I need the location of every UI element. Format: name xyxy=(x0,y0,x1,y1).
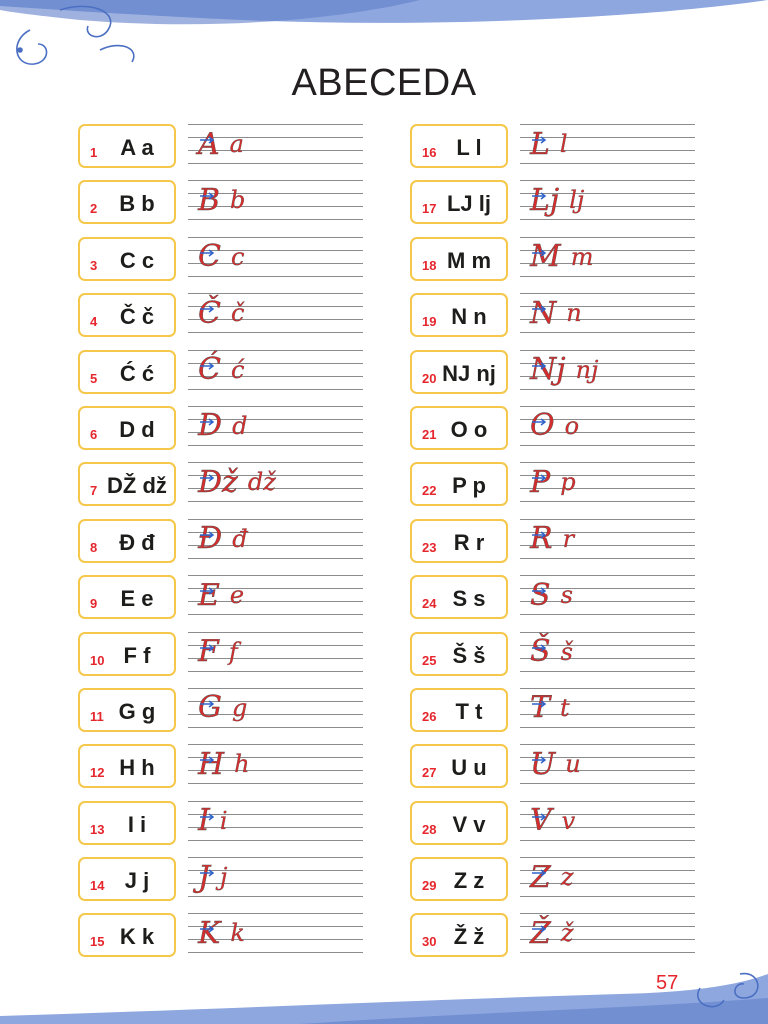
letter-box xyxy=(410,575,508,619)
letter-box xyxy=(78,632,176,676)
cursive-capital: Ž xyxy=(530,915,551,951)
letter-number: 26 xyxy=(422,708,437,724)
stroke-direction-arrow-icon xyxy=(530,634,550,654)
letter-pair: F f xyxy=(123,642,151,668)
cursive-capital: A xyxy=(198,126,220,162)
letter-box xyxy=(78,180,176,224)
cursive-lowercase: u xyxy=(565,750,581,779)
cursive-letters xyxy=(198,799,358,843)
cursive-capital: Đ xyxy=(198,521,223,557)
cursive-lowercase: z xyxy=(560,863,574,892)
letter-box xyxy=(410,857,508,901)
cursive-capital: U xyxy=(530,746,556,782)
letter-box xyxy=(410,180,508,224)
page-number: 57 xyxy=(656,972,679,994)
letter-box xyxy=(410,913,508,957)
letter-pair: Ž ž xyxy=(453,924,485,950)
cursive-letters xyxy=(530,799,690,843)
cursive-capital: T xyxy=(530,690,551,726)
stroke-direction-arrow-icon xyxy=(530,859,550,879)
cursive-letters xyxy=(198,291,358,335)
cursive-lowercase: dž xyxy=(247,468,276,497)
cursive-capital: K xyxy=(198,915,221,951)
letter-pair: C c xyxy=(119,247,155,273)
cursive-letters xyxy=(198,348,358,392)
cursive-letters xyxy=(198,630,358,674)
stroke-direction-arrow-icon xyxy=(530,464,550,484)
stroke-direction-arrow-icon xyxy=(198,352,218,372)
stroke-direction-arrow-icon xyxy=(530,295,550,315)
cursive-lowercase: j xyxy=(220,863,228,892)
letter-number: 24 xyxy=(422,596,437,612)
cursive-lowercase: s xyxy=(560,581,573,610)
letter-number: 9 xyxy=(90,596,98,612)
cursive-letters xyxy=(530,686,690,730)
cursive-capital: E xyxy=(198,577,220,613)
cursive-letters xyxy=(530,630,690,674)
cursive-capital: Ć xyxy=(198,352,221,388)
stroke-direction-arrow-icon xyxy=(198,182,218,202)
cursive-capital: R xyxy=(530,521,553,557)
letter-pair: E e xyxy=(120,586,154,612)
cursive-letters xyxy=(530,517,690,561)
letter-box xyxy=(78,801,176,845)
letter-pair: G g xyxy=(118,698,156,724)
cursive-lowercase: d xyxy=(232,411,248,440)
letter-number: 17 xyxy=(422,201,437,217)
letter-pair: T t xyxy=(455,698,483,724)
cursive-letters xyxy=(530,911,690,955)
cursive-capital: J xyxy=(198,859,211,895)
letter-pair: L l xyxy=(456,135,482,160)
cursive-letters xyxy=(530,348,690,392)
cursive-lowercase: g xyxy=(231,693,248,722)
letter-number: 28 xyxy=(422,821,437,837)
letter-box xyxy=(78,688,176,732)
cursive-lowercase: o xyxy=(564,411,580,440)
cursive-letters xyxy=(530,235,690,279)
cursive-capital: S xyxy=(530,577,551,613)
stroke-direction-arrow-icon xyxy=(198,746,218,766)
letter-box xyxy=(410,462,508,506)
letter-box xyxy=(410,744,508,788)
cursive-lowercase: č xyxy=(230,299,245,328)
cursive-lowercase: t xyxy=(560,693,570,722)
letter-pair: V v xyxy=(452,811,486,837)
cursive-lowercase: n xyxy=(566,299,582,328)
cursive-lowercase: m xyxy=(570,242,594,271)
letter-pair: M m xyxy=(447,247,491,273)
cursive-capital: N xyxy=(530,295,557,331)
cursive-capital: P xyxy=(530,464,551,500)
letter-pair: P p xyxy=(452,473,486,499)
cursive-capital: Č xyxy=(198,295,221,331)
cursive-letters xyxy=(198,517,358,561)
cursive-letters xyxy=(198,855,358,899)
cursive-lowercase: f xyxy=(228,637,238,666)
stroke-direction-arrow-icon xyxy=(530,577,550,597)
letter-box xyxy=(78,857,176,901)
letter-box xyxy=(78,575,176,619)
stroke-direction-arrow-icon xyxy=(198,521,218,541)
letter-pair: R r xyxy=(453,529,485,555)
stroke-direction-arrow-icon xyxy=(198,690,218,710)
cursive-letters xyxy=(198,573,358,617)
cursive-lowercase: š xyxy=(560,637,573,666)
stroke-direction-arrow-icon xyxy=(198,239,218,259)
letter-box xyxy=(78,913,176,957)
stroke-direction-arrow-icon xyxy=(198,577,218,597)
stroke-direction-arrow-icon xyxy=(198,464,218,484)
letter-number: 21 xyxy=(422,426,437,442)
cursive-lowercase: l xyxy=(559,130,568,158)
letter-number: 11 xyxy=(90,708,104,724)
letter-pair: S s xyxy=(452,586,486,612)
letter-box xyxy=(78,519,176,563)
letter-number: 19 xyxy=(422,314,437,330)
letter-number: 7 xyxy=(90,483,98,499)
letter-pair: U u xyxy=(451,755,487,781)
cursive-capital: C xyxy=(198,239,221,275)
cursive-capital: Z xyxy=(530,859,551,895)
cursive-lowercase: c xyxy=(230,242,245,271)
stroke-direction-arrow-icon xyxy=(530,182,550,202)
letter-pair: N n xyxy=(451,304,487,330)
stroke-direction-arrow-icon xyxy=(198,859,218,879)
letter-pair: J j xyxy=(124,868,150,894)
letter-box xyxy=(410,632,508,676)
cursive-lowercase: nj xyxy=(575,355,599,384)
letter-number: 2 xyxy=(90,201,98,217)
letter-number: 6 xyxy=(90,426,98,442)
cursive-capital: V xyxy=(530,803,552,839)
cursive-letters xyxy=(530,573,690,617)
cursive-lowercase: v xyxy=(561,806,576,835)
cursive-letters xyxy=(198,742,358,786)
page-title: ABECEDA xyxy=(291,62,477,104)
letter-number: 23 xyxy=(422,539,437,555)
cursive-letters xyxy=(198,686,358,730)
letter-pair: H h xyxy=(119,755,155,781)
letter-number: 13 xyxy=(90,821,105,837)
letter-pair: D d xyxy=(119,416,155,442)
cursive-letters xyxy=(530,404,690,448)
stroke-direction-arrow-icon xyxy=(198,295,218,315)
letter-box xyxy=(410,519,508,563)
letter-pair: K k xyxy=(119,924,155,950)
letter-number: 22 xyxy=(422,483,437,499)
bottom-decorative-band xyxy=(0,964,768,1024)
letter-pair: Č č xyxy=(119,304,155,330)
cursive-capital: L xyxy=(530,126,550,162)
stroke-direction-arrow-icon xyxy=(530,803,550,823)
cursive-lowercase: p xyxy=(560,468,576,497)
letter-number: 3 xyxy=(90,257,98,273)
cursive-letters xyxy=(198,235,358,279)
letter-box xyxy=(410,406,508,450)
letter-number: 29 xyxy=(422,878,437,894)
letter-number: 12 xyxy=(90,765,105,781)
cursive-letters xyxy=(530,460,690,504)
cursive-capital: Lj xyxy=(530,182,560,218)
letter-number: 25 xyxy=(422,652,437,668)
letter-box xyxy=(410,293,508,337)
stroke-direction-arrow-icon xyxy=(530,352,550,372)
top-decorative-band xyxy=(0,0,768,70)
letter-number: 8 xyxy=(90,539,98,555)
cursive-letters xyxy=(530,122,690,166)
stroke-direction-arrow-icon xyxy=(530,915,550,935)
letter-box xyxy=(78,237,176,281)
letter-box xyxy=(410,801,508,845)
letter-box xyxy=(410,688,508,732)
letter-number: 20 xyxy=(422,370,437,386)
cursive-letters xyxy=(198,178,358,222)
cursive-capital: I xyxy=(198,803,210,839)
stroke-direction-arrow-icon xyxy=(530,521,550,541)
stroke-direction-arrow-icon xyxy=(530,746,550,766)
letter-number: 15 xyxy=(90,934,105,950)
letter-box xyxy=(78,293,176,337)
stroke-direction-arrow-icon xyxy=(198,408,218,428)
letter-box xyxy=(410,350,508,394)
letter-pair: I i xyxy=(127,811,147,837)
cursive-letters xyxy=(198,404,358,448)
cursive-capital: Dž xyxy=(198,464,238,500)
cursive-capital: D xyxy=(198,408,223,444)
cursive-capital: F xyxy=(198,634,219,670)
stroke-direction-arrow-icon xyxy=(530,126,550,146)
cursive-capital: Nj xyxy=(530,352,566,388)
cursive-letters xyxy=(198,911,358,955)
cursive-capital: O xyxy=(530,408,555,444)
letter-pair: NJ nj xyxy=(442,360,496,386)
cursive-capital: M xyxy=(530,239,561,275)
letter-box xyxy=(78,744,176,788)
letter-pair: Ć ć xyxy=(119,360,155,386)
cursive-lowercase: e xyxy=(229,581,245,610)
letter-box xyxy=(78,350,176,394)
cursive-letters xyxy=(530,855,690,899)
cursive-lowercase: đ xyxy=(232,524,248,553)
stroke-direction-arrow-icon xyxy=(198,803,218,823)
cursive-lowercase: i xyxy=(219,806,228,835)
cursive-lowercase: r xyxy=(562,524,575,553)
cursive-lowercase: a xyxy=(229,130,244,158)
letter-number: 5 xyxy=(90,370,98,386)
cursive-capital: H xyxy=(198,746,225,782)
cursive-capital: B xyxy=(198,182,221,218)
cursive-capital: Š xyxy=(530,634,551,670)
cursive-lowercase: ć xyxy=(230,355,245,384)
stroke-direction-arrow-icon xyxy=(198,915,218,935)
letter-number: 27 xyxy=(422,765,437,781)
stroke-direction-arrow-icon xyxy=(530,690,550,710)
stroke-direction-arrow-icon xyxy=(530,239,550,259)
cursive-letters xyxy=(530,291,690,335)
letter-pair: Đ đ xyxy=(119,529,155,555)
cursive-letters xyxy=(530,178,690,222)
letter-number: 1 xyxy=(90,145,98,160)
cursive-lowercase: lj xyxy=(569,186,585,215)
letter-box xyxy=(78,462,176,506)
cursive-lowercase: b xyxy=(230,186,246,215)
stroke-direction-arrow-icon xyxy=(198,634,218,654)
letter-box xyxy=(78,124,176,168)
letter-pair: DŽ dž xyxy=(107,473,167,499)
cursive-capital: G xyxy=(198,690,222,726)
cursive-lowercase: ž xyxy=(560,919,574,948)
letter-pair: O o xyxy=(450,416,488,442)
cursive-lowercase: h xyxy=(234,750,250,779)
letter-number: 10 xyxy=(90,652,105,668)
letter-number: 14 xyxy=(90,878,105,894)
letter-box xyxy=(78,406,176,450)
cursive-letters xyxy=(530,742,690,786)
letter-box xyxy=(410,237,508,281)
letter-pair: Š š xyxy=(452,642,486,668)
letter-pair: A a xyxy=(120,135,154,160)
letter-pair: Z z xyxy=(453,868,485,894)
letter-pair: B b xyxy=(119,191,155,217)
letter-pair: LJ lj xyxy=(446,191,491,217)
cursive-letters xyxy=(198,460,358,504)
cursive-lowercase: k xyxy=(230,919,245,948)
cursive-letters xyxy=(198,122,358,166)
letter-number: 4 xyxy=(90,314,98,330)
stroke-direction-arrow-icon xyxy=(198,126,218,146)
letter-number: 18 xyxy=(422,257,437,273)
stroke-direction-arrow-icon xyxy=(530,408,550,428)
letter-number: 16 xyxy=(422,145,437,160)
letter-box xyxy=(410,124,508,168)
letter-number: 30 xyxy=(422,934,437,950)
